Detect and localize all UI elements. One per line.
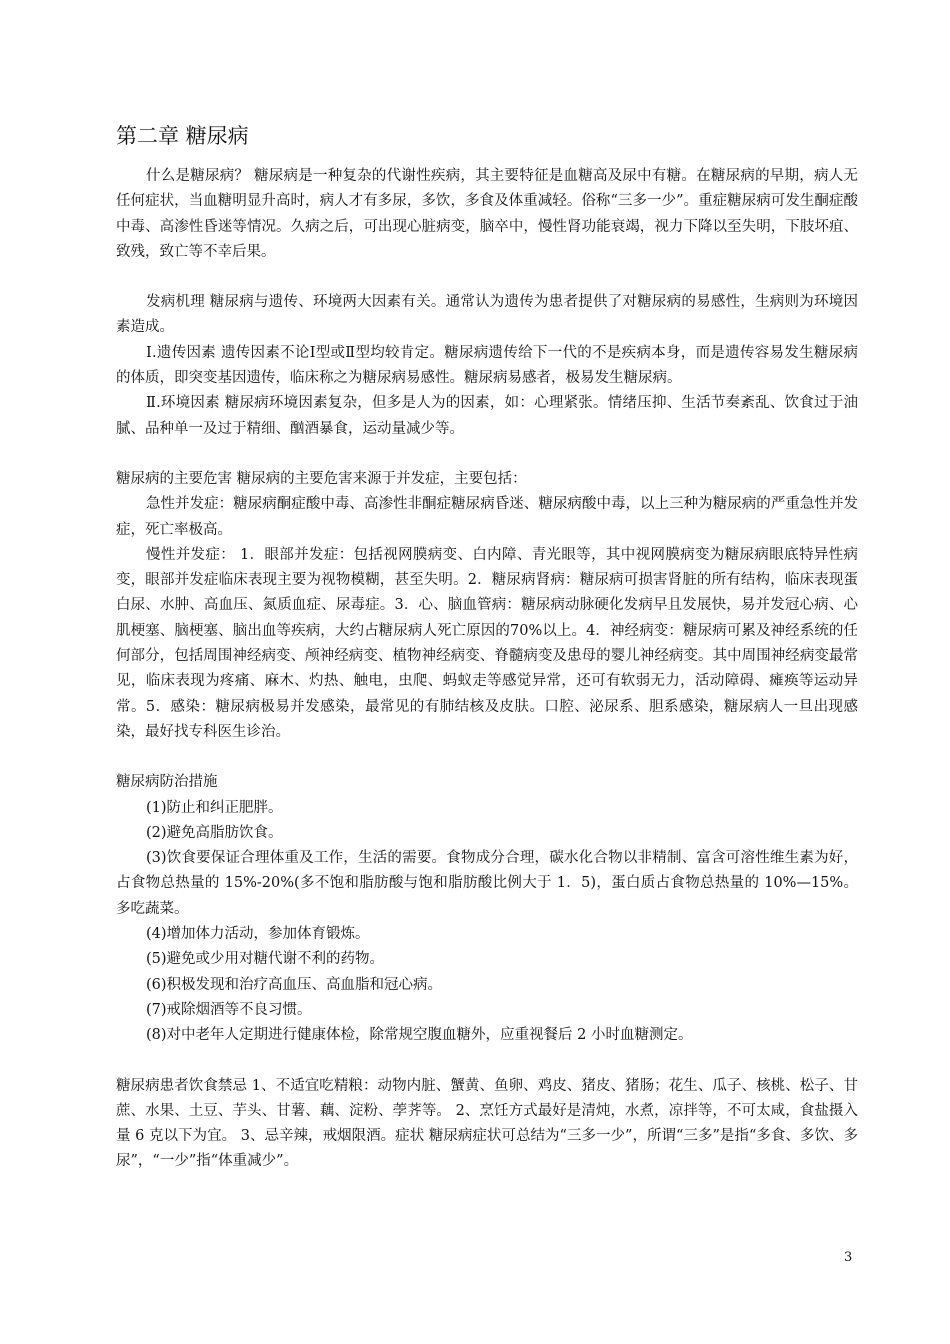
environment-factor-paragraph: Ⅱ.环境因素 糖尿病环境因素复杂，但多是人为的因素，如：心理紧张。情绪压抑、生活节奏紊乱、饮食过于油腻、品种单一及过于精细、酗酒暴食，运动量减少等。 bbox=[116, 395, 858, 437]
prevention-item: (4)增加体力活动，参加体育锻炼。 bbox=[146, 926, 370, 943]
genetic-factor-paragraph: Ⅰ.遗传因素 遗传因素不论Ⅰ型或Ⅱ型均较肯定。糖尿病遗传给下一代的不是疾病本身，而是遗传容易发生糖尿病的体质，即突变基因遗传，临床称之为糖尿病易感性。糖尿病易感者，极易发生糖尿病。 bbox=[116, 344, 858, 387]
prevention-item: (6)积极发现和治疗高血压、高血脂和冠心病。 bbox=[146, 976, 443, 993]
mechanism-lead-paragraph: 发病机理 糖尿病与遗传、环境两大因素有关。通常认为遗传为患者提供了对糖尿病的易感性，生病则为环境因素造成。 bbox=[116, 294, 858, 336]
intro-paragraph: 什么是糖尿病？ 糖尿病是一种复杂的代谢性疾病，其主要特征是血糖高及尿中有糖。在糖尿病的早期，病人无任何症状，当血糖明显升高时，病人才有多尿，多饮，多食及体重减轻。俗称“三多一少”。重症糖尿病可发生酮症酸中毒、高渗性昏迷等情况。久病之后，可出现心脏病变，脑卒中，慢性肾功能衰竭，视力下降以至失明，下肢坏疽、致残，致亡等不幸后果。 bbox=[116, 168, 858, 260]
chapter-title: 第二章 糖尿病 bbox=[116, 124, 249, 148]
prevention-item: (2)避免高脂肪饮食。 bbox=[146, 824, 283, 841]
prevention-heading: 糖尿病防治措施 bbox=[116, 774, 218, 791]
diet-paragraph: 糖尿病患者饮食禁忌 1、不适宜吃精粮：动物内脏、蟹黄、鱼卵、鸡皮、猪皮、猪肠；花生、瓜子、核桃、松子、甘蔗、水果、土豆、芋头、甘薯、藕、淀粉、荸荠等。 2、烹饪方式最好是清炖，水煮，凉拌等，不可太咸，食盐摄入量 6 克以下为宜。 3、忌辛辣，戒烟限酒。症状 糖尿病症状可总结为“三多一少”，所谓“三多”是指“多食、多饮、多尿”，“一少”指“体重减少”。 bbox=[116, 1077, 858, 1170]
prevention-item: (3)饮食要保证合理体重及工作，生活的需要。食物成分合理，碳水化合物以非精制、富含可溶性维生素为好，占食物总热量的 15%-20%(多不饱和脂肪酸与饱和脂肪酸比例大于 1．5)，蛋白质占食物总热量的 10%—15%。多吃蔬菜。 bbox=[116, 850, 858, 917]
page-number: 3 bbox=[844, 1250, 853, 1265]
prevention-item: (7)戒除烟酒等不良习惯。 bbox=[146, 1001, 312, 1018]
prevention-item: (1)防止和纠正肥胖。 bbox=[146, 799, 283, 816]
prevention-item: (5)避免或少用对糖代谢不利的药物。 bbox=[146, 951, 385, 968]
acute-complications-paragraph: 急性并发症：糖尿病酮症酸中毒、高渗性非酮症糖尿病昏迷、糖尿病酸中毒，以上三种为糖尿病的严重急性并发症，死亡率极高。 bbox=[116, 496, 858, 538]
page-content bbox=[116, 122, 858, 1175]
chronic-complications-paragraph: 慢性并发症： 1．眼部并发症：包括视网膜病变、白内障、青光眼等，其中视网膜病变为糖尿病眼底特异性病变，眼部并发症临床表现主要为视物模糊，甚至失明。2．糖尿病肾病：糖尿病可损害肾脏的所有结构，临床表现蛋白尿、水肿、高血压、氮质血症、尿毒症。3．心、脑血管病：糖尿病动脉硬化发病早且发展快，易并发冠心病、心肌梗塞、脑梗塞、脑出血等疾病，大约占糖尿病人死亡原因的70%以上。4．神经病变：糖尿病可累及神经系统的任何部分，包括周围神经病变、颅神经病变、植物神经病变、脊髓病变及患母的婴儿神经病变。其中周围神经病变最常见，临床表现为疼痛、麻木、灼热、触电，虫爬、蚂蚁走等感觉异常，还可有软弱无力，活动障碍、瘫痪等运动异常。5．感染：糖尿病极易并发感染，最常见的有肺结核及皮肤。口腔、泌尿系、胆系感染，糖尿病人一旦出现感染，最好找专科医生诊治。 bbox=[116, 546, 858, 740]
prevention-item: (8)对中老年人定期进行健康体检，除常规空腹血糖外，应重视餐后 2 小时血糖测定。 bbox=[146, 1027, 693, 1044]
harm-lead-paragraph: 糖尿病的主要危害 糖尿病的主要危害来源于并发症，主要包括： bbox=[116, 470, 527, 487]
